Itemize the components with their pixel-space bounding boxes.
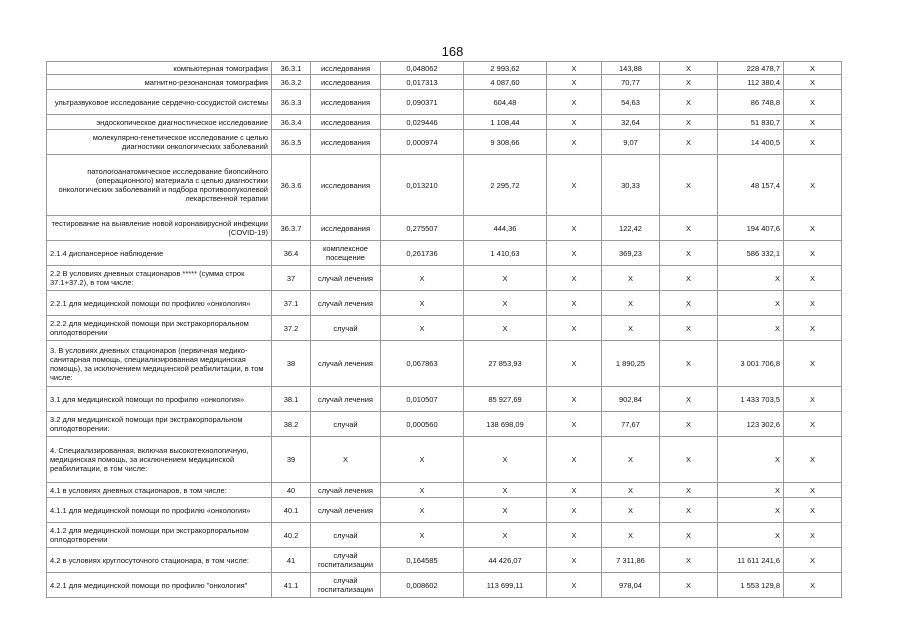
row-code: 40.2 <box>272 523 311 548</box>
row-unit: случай лечения <box>311 341 381 387</box>
row-value: 44 426,07 <box>464 548 547 573</box>
row-value: 978,04 <box>602 573 660 598</box>
row-value: X <box>381 437 464 483</box>
row-unit: исследования <box>311 130 381 155</box>
row-value: X <box>464 316 547 341</box>
row-value: 27 853,93 <box>464 341 547 387</box>
row-value: 1 553 129,8 <box>718 573 784 598</box>
row-value: X <box>660 548 718 573</box>
row-code: 36.3.3 <box>272 90 311 115</box>
row-value: X <box>660 573 718 598</box>
row-unit: случай лечения <box>311 266 381 291</box>
row-value: 0,017313 <box>381 75 464 90</box>
row-value: 3 001 706,8 <box>718 341 784 387</box>
row-value: 0,261736 <box>381 241 464 266</box>
row-code: 38 <box>272 341 311 387</box>
row-value: X <box>784 498 842 523</box>
row-value: 51 830,7 <box>718 115 784 130</box>
row-name: 4.2 в условиях круглосуточного стационара, в том числе: <box>47 548 272 573</box>
row-name: 4. Специализированная, включая высокотехнологичную, медицинская помощь, за исключением медицинской реабилитации, в том числе: <box>47 437 272 483</box>
row-code: 36.3.2 <box>272 75 311 90</box>
row-value: X <box>547 216 602 241</box>
row-unit: исследования <box>311 115 381 130</box>
row-value: 77,67 <box>602 412 660 437</box>
row-name: 3. В условиях дневных стационаров (первичная медико-санитарная помощь, специализированная медицинская помощь), за исключением медицинской реабилитации, в том числе: <box>47 341 272 387</box>
row-value: X <box>547 316 602 341</box>
row-code: 36.3.4 <box>272 115 311 130</box>
data-table <box>46 61 842 598</box>
row-value: X <box>784 387 842 412</box>
row-value: X <box>718 266 784 291</box>
row-value: 86 748,8 <box>718 90 784 115</box>
row-value: X <box>547 241 602 266</box>
row-name: 4.1.2 для медицинской помощи при экстракорпоральном оплодотворении <box>47 523 272 548</box>
row-name: ультразвуковое исследование сердечно-сосудистой системы <box>47 90 272 115</box>
row-value: 32,64 <box>602 115 660 130</box>
row-code: 36.3.1 <box>272 62 311 75</box>
row-name: 4.1.1 для медицинской помощи по профилю «онкология» <box>47 498 272 523</box>
row-value: 1 433 703,5 <box>718 387 784 412</box>
row-value: 0,275507 <box>381 216 464 241</box>
row-code: 39 <box>272 437 311 483</box>
row-value: X <box>784 266 842 291</box>
table-row <box>47 241 842 266</box>
row-value: X <box>784 316 842 341</box>
row-value: X <box>660 498 718 523</box>
table-row <box>47 523 842 548</box>
row-value: X <box>547 437 602 483</box>
row-value: 30,33 <box>602 155 660 216</box>
row-unit: случай лечения <box>311 483 381 498</box>
row-unit: случай лечения <box>311 291 381 316</box>
row-value: 604,48 <box>464 90 547 115</box>
row-value: 113 699,11 <box>464 573 547 598</box>
row-value: X <box>602 266 660 291</box>
row-value: X <box>547 115 602 130</box>
row-code: 36.4 <box>272 241 311 266</box>
row-value: X <box>784 341 842 387</box>
row-value: X <box>464 291 547 316</box>
row-value: X <box>784 437 842 483</box>
row-value: 123 302,6 <box>718 412 784 437</box>
row-unit: случай <box>311 316 381 341</box>
row-name: 4.2.1 для медицинской помощи по профилю "онкология" <box>47 573 272 598</box>
row-unit: исследования <box>311 216 381 241</box>
row-value: X <box>784 483 842 498</box>
table-row <box>47 387 842 412</box>
row-value: X <box>718 437 784 483</box>
table-row <box>47 316 842 341</box>
row-value: X <box>547 90 602 115</box>
row-value: X <box>381 523 464 548</box>
table-row <box>47 483 842 498</box>
row-value: X <box>381 266 464 291</box>
row-value: X <box>660 412 718 437</box>
row-value: X <box>602 316 660 341</box>
table-row <box>47 75 842 90</box>
row-value: X <box>660 115 718 130</box>
row-code: 37 <box>272 266 311 291</box>
row-name: 4.1 в условиях дневных стационаров, в том числе: <box>47 483 272 498</box>
row-value: X <box>660 241 718 266</box>
row-code: 41.1 <box>272 573 311 598</box>
table-row <box>47 62 842 75</box>
row-code: 38.1 <box>272 387 311 412</box>
row-value: X <box>660 266 718 291</box>
row-unit: случай госпитализации <box>311 548 381 573</box>
row-code: 41 <box>272 548 311 573</box>
row-code: 37.2 <box>272 316 311 341</box>
row-value: 0,090371 <box>381 90 464 115</box>
row-unit: исследования <box>311 62 381 75</box>
row-name: 2.2 В условиях дневных стационаров ***** (сумма строк 37.1+37.2), в том числе: <box>47 266 272 291</box>
row-value: X <box>784 291 842 316</box>
row-value: X <box>718 523 784 548</box>
row-value: X <box>464 483 547 498</box>
row-value: X <box>602 523 660 548</box>
row-value: 369,23 <box>602 241 660 266</box>
table-row <box>47 412 842 437</box>
row-value: X <box>464 437 547 483</box>
row-value: X <box>660 75 718 90</box>
row-name: эндоскопическое диагностическое исследование <box>47 115 272 130</box>
row-value: X <box>547 75 602 90</box>
row-value: X <box>784 90 842 115</box>
row-value: X <box>381 316 464 341</box>
row-value: X <box>547 266 602 291</box>
row-value: X <box>660 387 718 412</box>
row-name: 2.1.4 диспансерное наблюдение <box>47 241 272 266</box>
row-value: 228 478,7 <box>718 62 784 75</box>
row-value: X <box>784 573 842 598</box>
row-value: X <box>784 412 842 437</box>
row-value: 54,63 <box>602 90 660 115</box>
row-value: 0,013210 <box>381 155 464 216</box>
page-number: 168 <box>441 44 464 59</box>
row-name: молекулярно-генетическое исследование с целью диагностики онкологических заболеваний <box>47 130 272 155</box>
row-value: 1 890,25 <box>602 341 660 387</box>
row-value: X <box>547 573 602 598</box>
row-name: 3.2 для медицинской помощи при экстракорпоральном оплодотворении: <box>47 412 272 437</box>
row-value: X <box>602 437 660 483</box>
row-value: X <box>464 523 547 548</box>
row-value: 48 157,4 <box>718 155 784 216</box>
row-value: X <box>547 498 602 523</box>
row-value: 1 410,63 <box>464 241 547 266</box>
row-unit: исследования <box>311 90 381 115</box>
row-unit: случай госпитализации <box>311 573 381 598</box>
row-value: 70,77 <box>602 75 660 90</box>
row-value: 2 295,72 <box>464 155 547 216</box>
row-unit: случай лечения <box>311 387 381 412</box>
row-value: X <box>660 155 718 216</box>
row-value: X <box>784 523 842 548</box>
row-unit: случай <box>311 523 381 548</box>
row-value: 1 108,44 <box>464 115 547 130</box>
row-value: X <box>784 155 842 216</box>
row-value: X <box>547 483 602 498</box>
row-name: патологоанатомическое исследование биопсийного (операционного) материала с целью диагностики онкологических заболеваний и подбора противоопухолевой лекарственной терапии <box>47 155 272 216</box>
row-value: 2 993,62 <box>464 62 547 75</box>
row-value: X <box>718 291 784 316</box>
row-value: X <box>547 291 602 316</box>
row-value: 0,164585 <box>381 548 464 573</box>
row-value: 122,42 <box>602 216 660 241</box>
table-row <box>47 155 842 216</box>
row-value: X <box>602 483 660 498</box>
row-value: X <box>660 90 718 115</box>
row-value: 4 087,60 <box>464 75 547 90</box>
row-name: 2.2.1 для медицинской помощи по профилю «онкология» <box>47 291 272 316</box>
table-row <box>47 341 842 387</box>
table-row <box>47 548 842 573</box>
row-value: X <box>547 155 602 216</box>
row-value: X <box>784 75 842 90</box>
row-value: 0,008602 <box>381 573 464 598</box>
row-value: X <box>547 523 602 548</box>
row-unit: X <box>311 437 381 483</box>
row-name: компьютерная томография <box>47 62 272 75</box>
table-row <box>47 437 842 483</box>
row-code: 40.1 <box>272 498 311 523</box>
row-value: 0,048062 <box>381 62 464 75</box>
row-value: 902,84 <box>602 387 660 412</box>
row-value: 444,36 <box>464 216 547 241</box>
row-value: X <box>381 291 464 316</box>
row-value: X <box>718 483 784 498</box>
row-code: 36.3.7 <box>272 216 311 241</box>
row-value: X <box>381 498 464 523</box>
row-value: X <box>547 412 602 437</box>
table-row <box>47 266 842 291</box>
row-value: X <box>660 216 718 241</box>
table-row <box>47 291 842 316</box>
row-unit: исследования <box>311 155 381 216</box>
row-value: 0,010507 <box>381 387 464 412</box>
row-value: 143,88 <box>602 62 660 75</box>
row-value: X <box>660 291 718 316</box>
row-value: X <box>784 115 842 130</box>
row-value: X <box>602 291 660 316</box>
table-row <box>47 115 842 130</box>
row-value: X <box>547 341 602 387</box>
row-value: X <box>660 483 718 498</box>
row-value: 194 407,6 <box>718 216 784 241</box>
row-value: 586 332,1 <box>718 241 784 266</box>
row-unit: случай лечения <box>311 498 381 523</box>
row-value: X <box>660 523 718 548</box>
row-value: 0,029446 <box>381 115 464 130</box>
row-value: X <box>547 387 602 412</box>
row-value: 14 400,5 <box>718 130 784 155</box>
row-value: 0,000974 <box>381 130 464 155</box>
row-unit: исследования <box>311 75 381 90</box>
row-value: X <box>547 130 602 155</box>
row-unit: комплексное посещение <box>311 241 381 266</box>
row-value: 85 927,69 <box>464 387 547 412</box>
row-code: 36.3.5 <box>272 130 311 155</box>
table-row <box>47 130 842 155</box>
row-name: 2.2.2 для медицинской помощи при экстракорпоральном оплодотворении <box>47 316 272 341</box>
table-row <box>47 498 842 523</box>
row-value: X <box>660 316 718 341</box>
row-value: 9,07 <box>602 130 660 155</box>
row-value: 0,067863 <box>381 341 464 387</box>
row-value: X <box>602 498 660 523</box>
row-value: X <box>784 216 842 241</box>
row-value: X <box>784 62 842 75</box>
row-value: X <box>660 130 718 155</box>
row-value: X <box>464 498 547 523</box>
row-value: 11 611 241,6 <box>718 548 784 573</box>
row-code: 38.2 <box>272 412 311 437</box>
row-value: X <box>660 437 718 483</box>
row-code: 40 <box>272 483 311 498</box>
table-row <box>47 216 842 241</box>
row-value: X <box>547 62 602 75</box>
row-name: магнитно-резонансная томография <box>47 75 272 90</box>
row-value: 9 308,66 <box>464 130 547 155</box>
row-value: 138 698,09 <box>464 412 547 437</box>
row-unit: случай <box>311 412 381 437</box>
row-value: 7 311,86 <box>602 548 660 573</box>
row-code: 36.3.6 <box>272 155 311 216</box>
row-name: тестирование на выявление новой коронавирусной инфекции (COVID-19) <box>47 216 272 241</box>
row-value: X <box>784 241 842 266</box>
row-value: 0,000560 <box>381 412 464 437</box>
row-value: X <box>464 266 547 291</box>
table-row <box>47 90 842 115</box>
row-value: X <box>718 316 784 341</box>
row-value: 112 380,4 <box>718 75 784 90</box>
row-value: X <box>660 62 718 75</box>
row-value: X <box>547 548 602 573</box>
row-value: X <box>784 548 842 573</box>
row-name: 3.1 для медицинской помощи по профилю «онкология» <box>47 387 272 412</box>
table-row <box>47 573 842 598</box>
row-value: X <box>381 483 464 498</box>
row-value: X <box>660 341 718 387</box>
row-value: X <box>784 130 842 155</box>
row-code: 37.1 <box>272 291 311 316</box>
row-value: X <box>718 498 784 523</box>
